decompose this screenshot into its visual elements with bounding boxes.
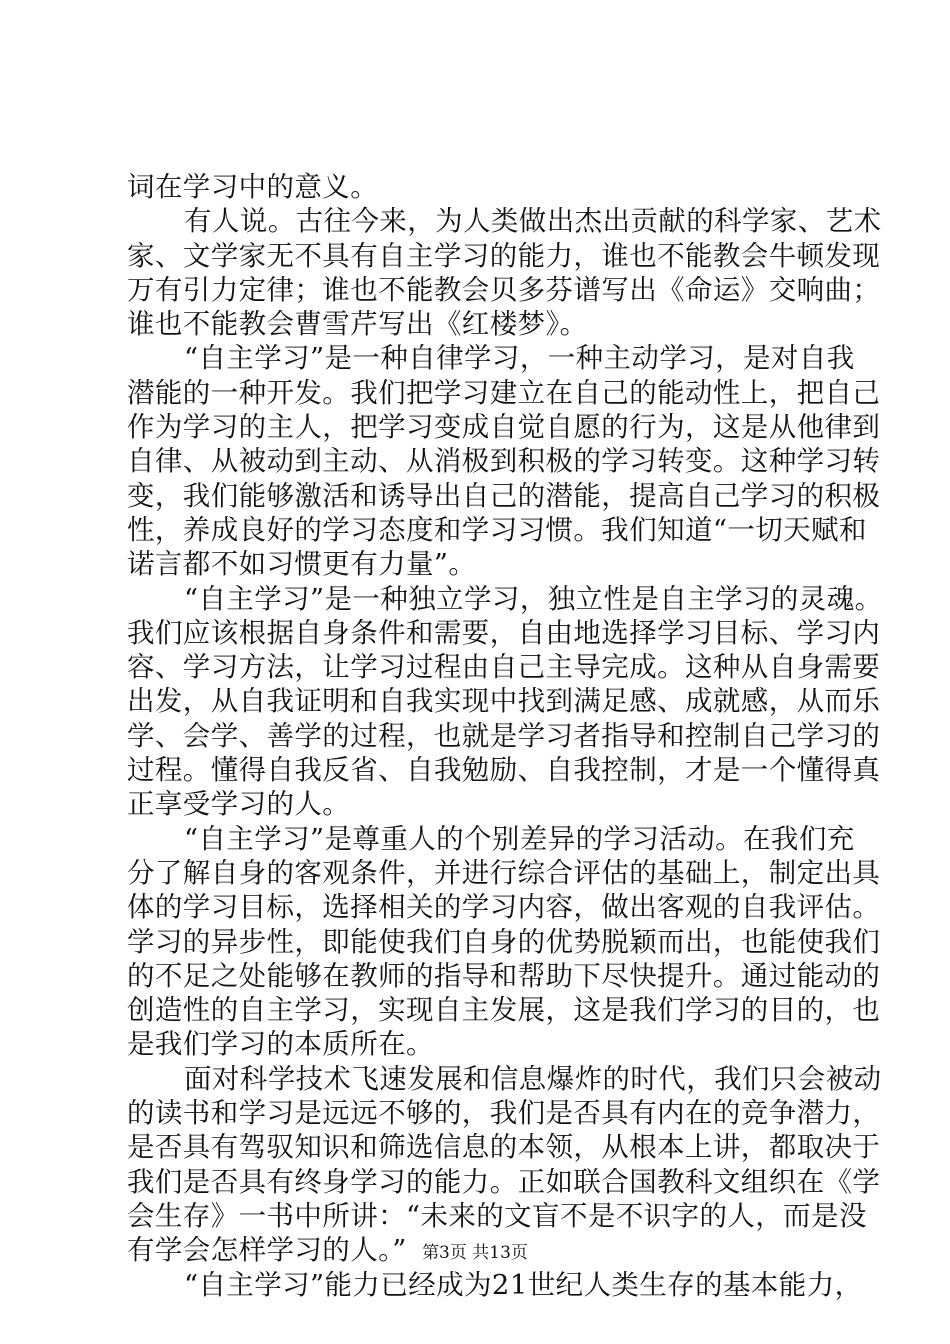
text-line: 性，养成良好的学习态度和学习习惯。我们知道“一切天赋和 xyxy=(127,513,867,546)
text-line: 自律、从被动到主动、从消极到积极的学习转变。这种学习转 xyxy=(127,445,881,478)
paragraph-start-line: 面对科学技术飞速发展和信息爆炸的时代，我们只会被动 xyxy=(184,1062,882,1095)
paragraph-start-line: “自主学习”是一种独立学习，独立性是自主学习的灵魂。 xyxy=(184,582,883,615)
text-line: 的不足之处能够在教师的指导和帮助下尽快提升。通过能动的 xyxy=(127,959,881,992)
text-line: 有学会怎样学习的人。” xyxy=(127,1234,407,1267)
text-line: 容、学习方法，让学习过程由自己主导完成。这种从自身需要 xyxy=(127,651,881,684)
text-line: 过程。懂得自我反省、自我勉励、自我控制，才是一个懂得真 xyxy=(127,754,881,787)
text-line: 谁也不能教会曹雪芹写出《红楼梦》。 xyxy=(127,308,588,341)
page-number-footer: 第3页 共13页 xyxy=(422,1243,528,1263)
paragraph-start-line: 有人说。古往今来，为人类做出杰出贡献的科学家、艺术 xyxy=(184,205,882,238)
body-text xyxy=(127,170,883,1302)
text-line: 学、会学、善学的过程，也就是学习者指导和控制自己学习的 xyxy=(127,719,881,752)
text-line: 出发，从自我证明和自我实现中找到满足感、成就感，从而乐 xyxy=(127,685,881,718)
text-line: 会生存》一书中所讲：“未来的文盲不是不识字的人，而是没 xyxy=(127,1199,867,1232)
text-line: 我们应该根据自身条件和需要，自由地选择学习目标、学习内 xyxy=(127,616,881,649)
paragraph-start-line: “自主学习”能力已经成为21世纪人类生存的基本能力， xyxy=(184,1268,863,1301)
text-line: 创造性的自主学习，实现自主发展，这是我们学习的目的，也 xyxy=(127,994,881,1027)
text-line: 是否具有驾驭知识和筛选信息的本领，从根本上讲，都取决于 xyxy=(127,1131,881,1164)
text-line: 学习的异步性，即能使我们自身的优势脱颖而出，也能使我们 xyxy=(127,925,881,958)
text-line: 体的学习目标，选择相关的学习内容，做出客观的自我评估。 xyxy=(127,891,881,924)
paragraph-start-line: “自主学习”是尊重人的个别差异的学习活动。在我们充 xyxy=(184,822,855,855)
text-line: 我们是否具有终身学习的能力。正如联合国教科文组织在《学 xyxy=(127,1165,881,1198)
text-line: 变，我们能够激活和诱导出自己的潜能，提高自己学习的积极 xyxy=(127,479,881,512)
text-line: 万有引力定律；谁也不能教会贝多芬谱写出《命运》交响曲； xyxy=(127,273,881,306)
text-line: 是我们学习的本质所在。 xyxy=(127,1028,434,1061)
text-line: 词在学习中的意义。 xyxy=(127,171,379,203)
text-line: 正享受学习的人。 xyxy=(127,788,351,821)
text-line: 潜能的一种开发。我们把学习建立在自己的能动性上，把自己 xyxy=(127,376,881,409)
text-line: 的读书和学习是远远不够的，我们是否具有内在的竞争潜力， xyxy=(127,1097,881,1130)
text-line: 诺言都不如习惯更有力量”。 xyxy=(127,548,477,581)
text-line: 分了解自身的客观条件，并进行综合评估的基础上，制定出具 xyxy=(127,856,881,889)
text-line: 家、文学家无不具有自主学习的能力，谁也不能教会牛顿发现 xyxy=(127,239,881,272)
paragraph-start-line: “自主学习”是一种自律学习，一种主动学习，是对自我 xyxy=(184,342,855,375)
text-line: 作为学习的主人，把学习变成自觉自愿的行为，这是从他律到 xyxy=(127,411,881,444)
